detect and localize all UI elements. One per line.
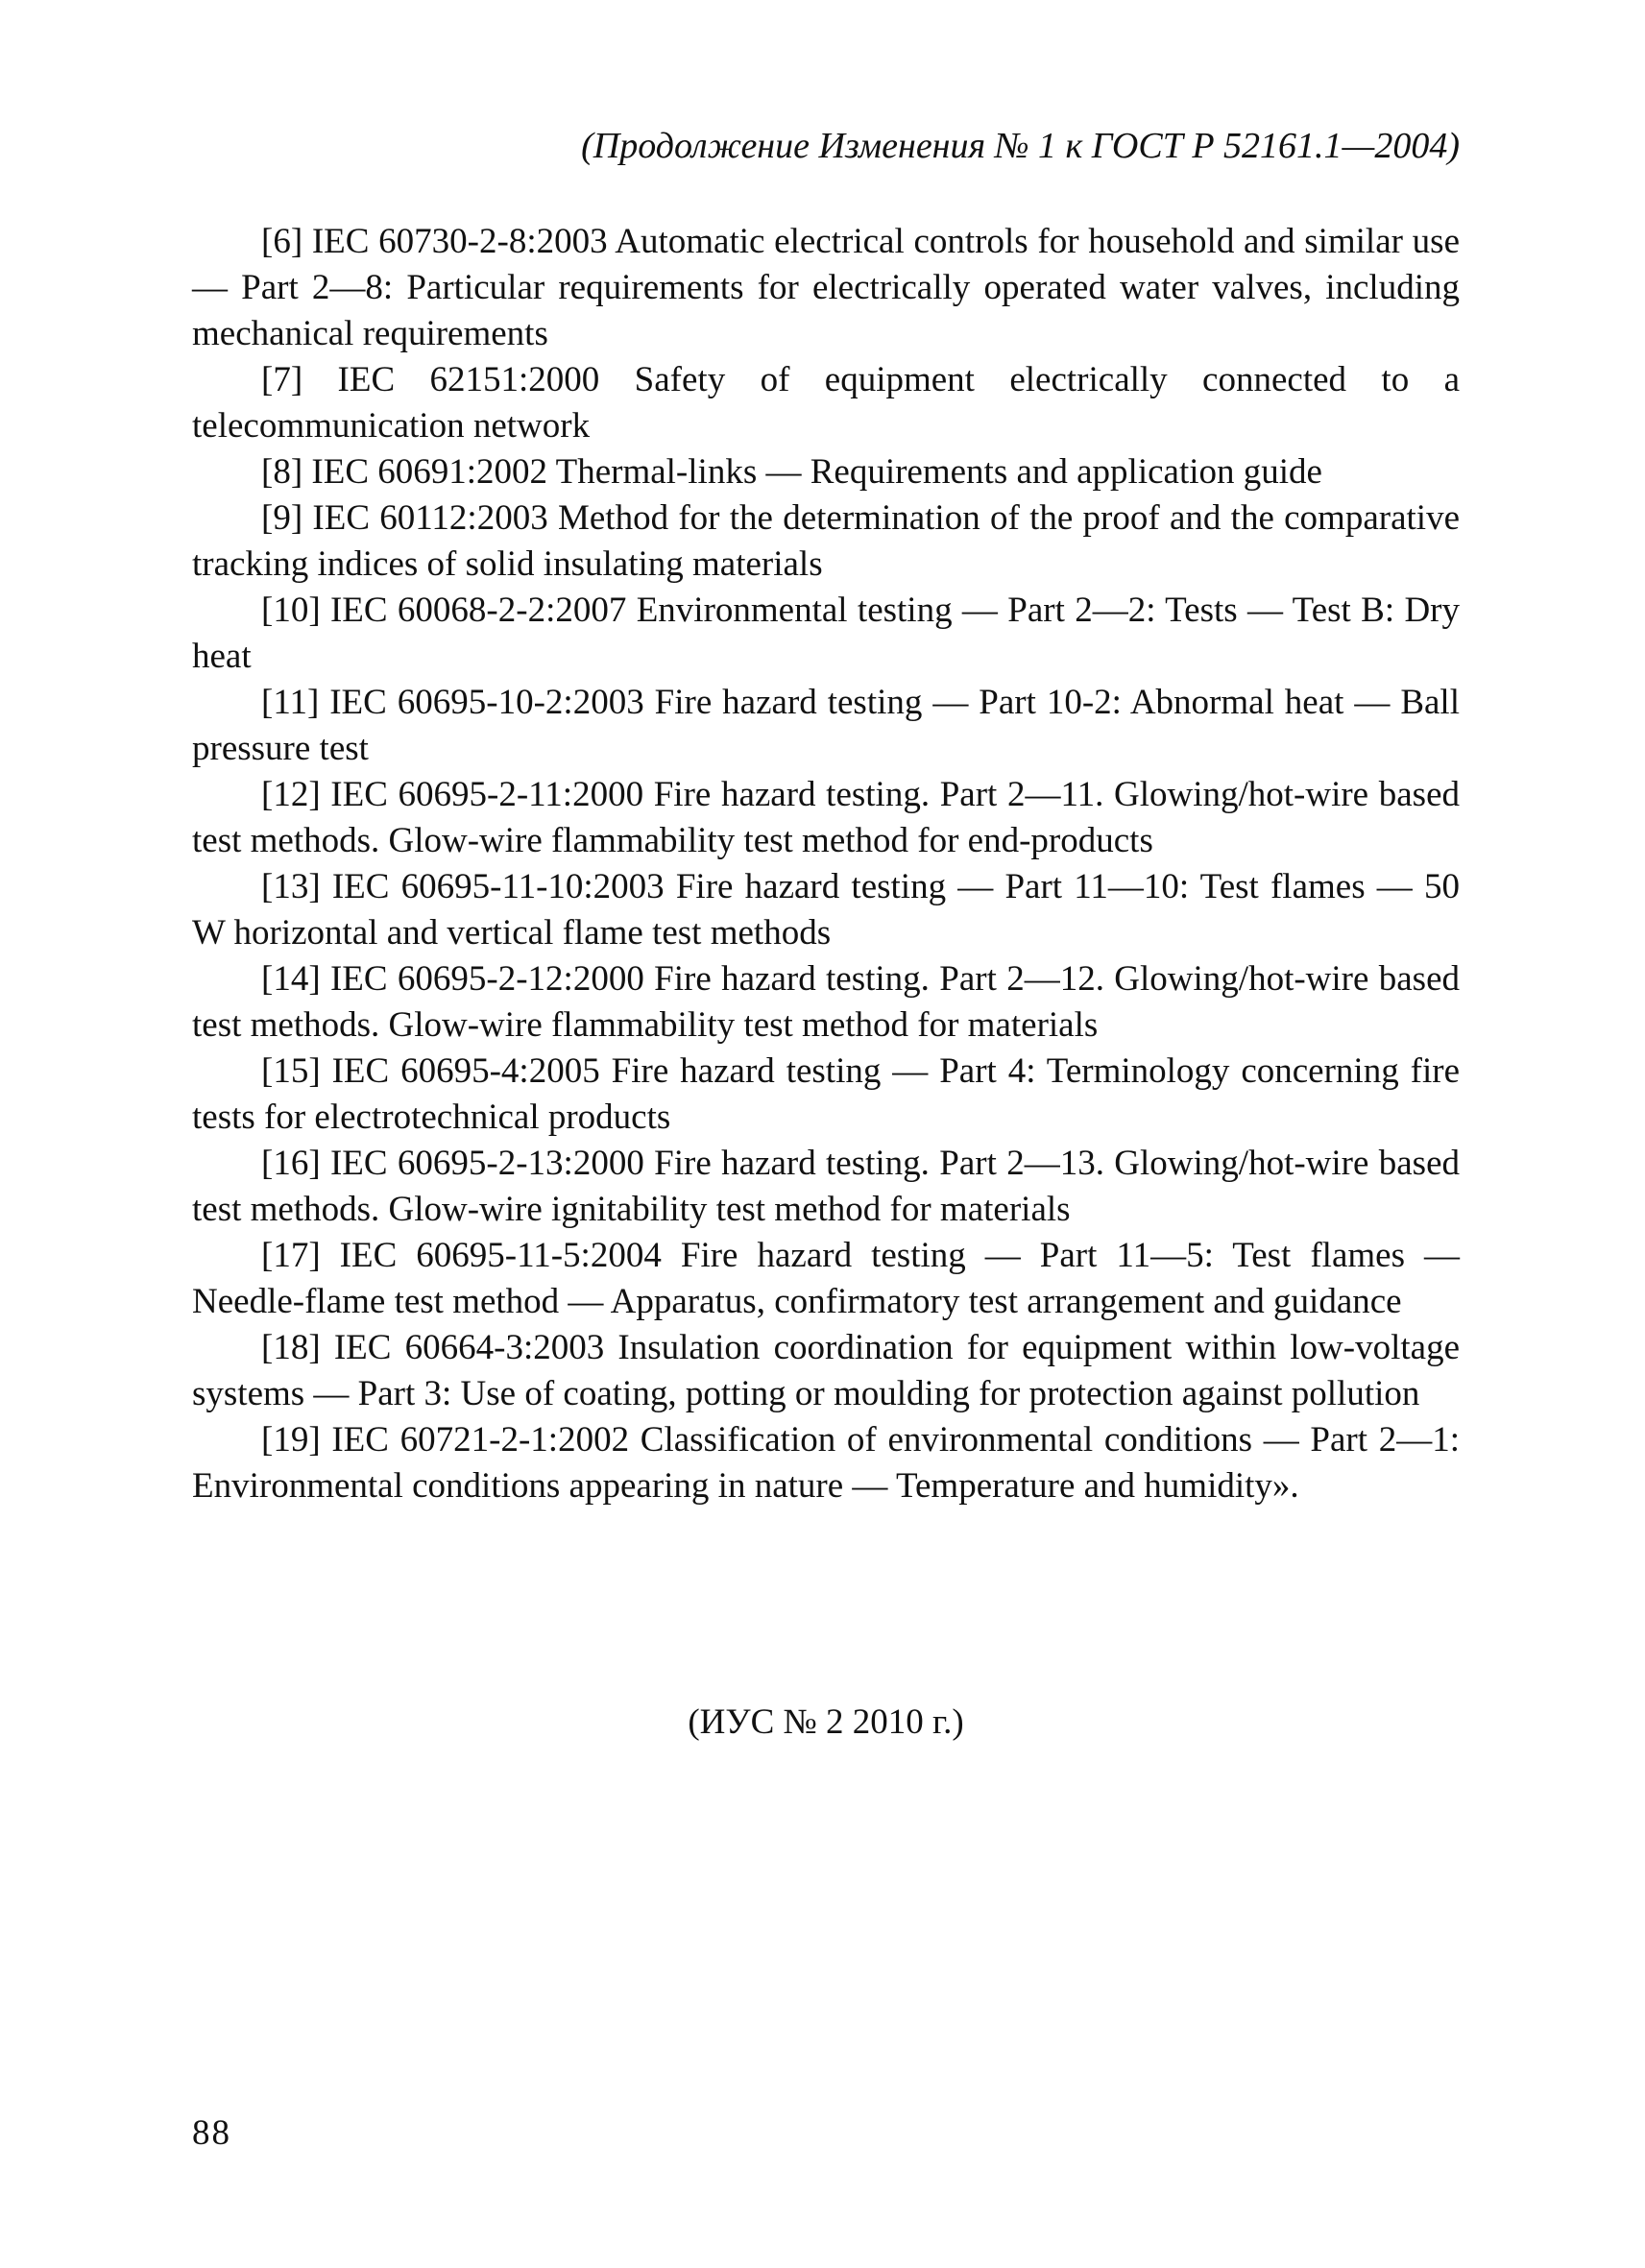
reference-item: [15] IEC 60695-4:2005 Fire hazard testing — Part 4: Terminology concerning fire tests for electrotechnical products — [192, 1051, 1460, 1137]
page-number: 88 — [192, 2113, 231, 2153]
reference-item: [19] IEC 60721-2-1:2002 Classification of environmental conditions — Part 2—1: Environmental conditions appearing in nature — Temperature and humidity». — [192, 1420, 1460, 1506]
reference-item: [17] IEC 60695-11-5:2004 Fire hazard testing — Part 11—5: Test flames — Needle-flame test method — Apparatus, confirmatory test arrangement and guidance — [192, 1236, 1460, 1321]
reference-item: [8] IEC 60691:2002 Thermal-links — Requirements and application guide — [261, 452, 1322, 492]
reference-item: [13] IEC 60695-11-10:2003 Fire hazard testing — Part 11—10: Test flames — 50 W horizontal and vertical flame test methods — [192, 867, 1460, 953]
reference-item: [10] IEC 60068-2-2:2007 Environmental testing — Part 2—2: Tests — Test B: Dry heat — [192, 591, 1460, 676]
reference-item: [7] IEC 62151:2000 Safety of equipment electrically connected to a telecommunication network — [192, 360, 1460, 446]
reference-list — [192, 219, 1460, 1509]
reference-item: [12] IEC 60695-2-11:2000 Fire hazard testing. Part 2—11. Glowing/hot-wire based test methods. Glow-wire flammability test method for end-products — [192, 775, 1460, 860]
reference-item: [16] IEC 60695-2-13:2000 Fire hazard testing. Part 2—13. Glowing/hot-wire based test methods. Glow-wire ignitability test method for materials — [192, 1144, 1460, 1229]
issue-note: (ИУС № 2 2010 г.) — [688, 1702, 964, 1742]
reference-item: [6] IEC 60730-2-8:2003 Automatic electrical controls for household and similar use — Part 2—8: Particular requirements for electrically operated water valves, including mechanical requirements — [192, 222, 1460, 353]
reference-item: [18] IEC 60664-3:2003 Insulation coordination for equipment within low-voltage systems — Part 3: Use of coating, potting or moulding for protection against pollution — [192, 1328, 1460, 1413]
reference-item: [9] IEC 60112:2003 Method for the determination of the proof and the comparative tracking indices of solid insulating materials — [192, 498, 1460, 584]
running-header: (Продолжение Изменения № 1 к ГОСТ Р 52161.1—2004) — [581, 126, 1460, 166]
document-page — [192, 0, 1460, 2268]
reference-item: [11] IEC 60695-10-2:2003 Fire hazard testing — Part 10-2: Abnormal heat — Ball pressure test — [192, 683, 1460, 768]
reference-item: [14] IEC 60695-2-12:2000 Fire hazard testing. Part 2—12. Glowing/hot-wire based test methods. Glow-wire flammability test method for materials — [192, 959, 1460, 1045]
